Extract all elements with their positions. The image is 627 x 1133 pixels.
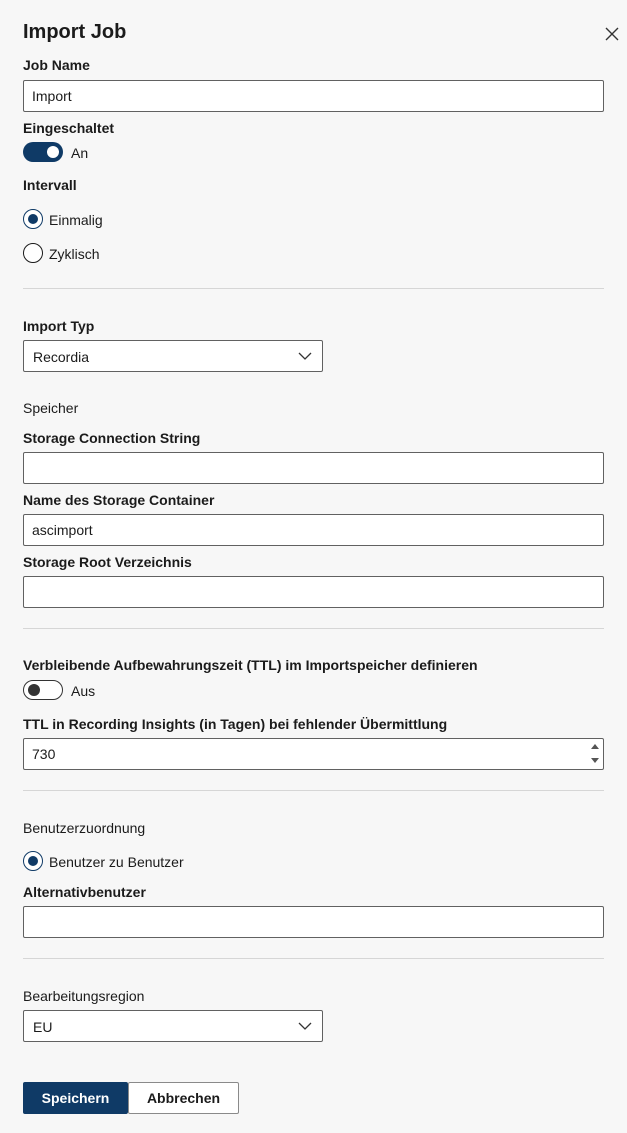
ttl-define-toggle[interactable] [23,680,63,700]
radio-zyklisch-label: Zyklisch [49,246,100,262]
cancel-button[interactable]: Abbrechen [128,1082,239,1114]
ttl-define-state-text: Aus [71,683,96,699]
toggle-knob [47,146,59,158]
ttl-days-label: TTL in Recording Insights (in Tagen) bei fehlender Übermittlung [23,716,448,732]
root-directory-label: Storage Root Verzeichnis [23,554,192,570]
divider [23,628,604,629]
chevron-down-icon [298,1021,312,1031]
spin-up-icon[interactable] [590,742,600,750]
dialog-title: Import Job [23,21,127,43]
alt-user-label: Alternativbenutzer [23,884,146,900]
enabled-state-text: An [71,145,89,161]
connection-string-input[interactable] [23,452,604,484]
import-type-label: Import Typ [23,318,95,334]
toggle-knob [28,684,40,696]
divider [23,958,604,959]
job-name-label: Job Name [23,57,90,73]
storage-heading: Speicher [23,400,79,416]
interval-label: Intervall [23,177,77,193]
ttl-define-label: Verbleibende Aufbewahrungszeit (TTL) im Importspeicher definieren [23,657,478,673]
root-directory-input[interactable] [23,576,604,608]
enabled-toggle[interactable] [23,142,63,162]
radio-einmalig-label: Einmalig [49,212,103,228]
region-select[interactable] [23,1010,323,1042]
ttl-days-input[interactable] [23,738,604,770]
container-name-input[interactable] [23,514,604,546]
import-type-selected: Recordia [33,349,90,365]
spin-down-icon[interactable] [590,757,600,765]
radio-einmalig[interactable] [23,209,43,229]
user-mapping-heading: Benutzerzuordnung [23,820,146,836]
region-label: Bearbeitungsregion [23,988,145,1004]
divider [23,790,604,791]
connection-string-label: Storage Connection String [23,430,201,446]
radio-user-to-user-label: Benutzer zu Benutzer [49,854,184,870]
save-button[interactable]: Speichern [23,1082,128,1114]
enabled-label: Eingeschaltet [23,120,115,136]
ttl-days-field [23,738,604,770]
close-icon[interactable] [604,26,620,42]
container-name-label: Name des Storage Container [23,492,215,508]
job-name-input[interactable] [23,80,604,112]
import-type-select[interactable] [23,340,323,372]
chevron-down-icon [298,351,312,361]
alt-user-input[interactable] [23,906,604,938]
divider [23,288,604,289]
radio-user-to-user[interactable] [23,851,43,871]
region-selected: EU [33,1019,53,1035]
radio-zyklisch[interactable] [23,243,43,263]
